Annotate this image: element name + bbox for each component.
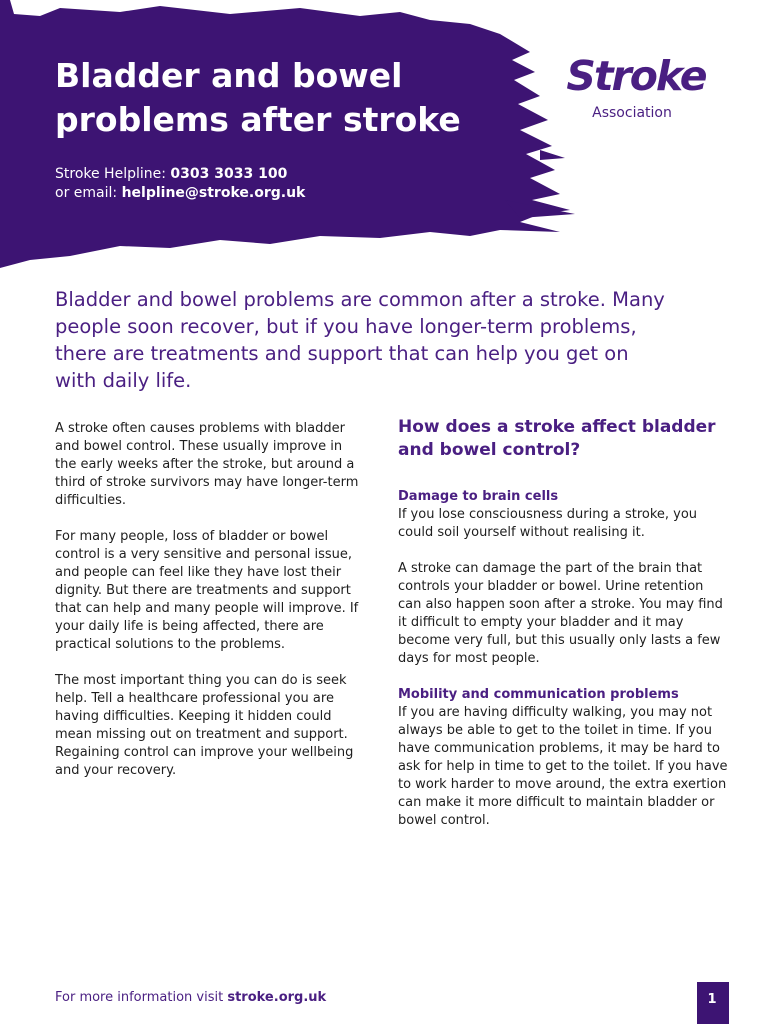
page-number-badge xyxy=(697,982,729,1024)
helpline-label: Stroke Helpline: xyxy=(55,166,171,182)
logo-subtitle: Association xyxy=(592,105,672,121)
logo-word: Stroke xyxy=(566,52,706,100)
right-paragraph-2: A stroke can damage the part of the brain that controls your bladder or bowel. Urine retention can also happen soon after a stroke. You may find it difficult to empty your bladder and it may become very full, but this usually only lasts a few days for most people. xyxy=(398,561,723,666)
footer-text: For more information visit xyxy=(55,990,228,1005)
left-paragraph-1: A stroke often causes problems with bladder and bowel control. These usually improve in the early weeks after the stroke, but around a third of stroke survivors may have longer-term difficulties. xyxy=(55,421,359,508)
helpline-block xyxy=(55,165,495,203)
helpline-number: 0303 3033 100 xyxy=(170,166,288,182)
email-label: or email: xyxy=(55,185,122,201)
left-column xyxy=(55,420,367,798)
right-paragraph-1: If you lose consciousness during a stroke, you could soil yourself without realising it. xyxy=(398,507,698,540)
page-number: 1 xyxy=(707,992,717,1007)
helpline-email: helpline@stroke.org.uk xyxy=(121,185,306,201)
right-column xyxy=(398,416,728,848)
footer-link[interactable]: stroke.org.uk xyxy=(227,990,327,1005)
section-heading: How does a stroke affect bladder and bowel control? xyxy=(398,417,716,460)
subheading-mobility: Mobility and communication problems xyxy=(398,687,679,702)
subheading-brain-cells: Damage to brain cells xyxy=(398,489,559,504)
stroke-association-logo xyxy=(560,52,720,124)
right-paragraph-3: If you are having difficulty walking, you may not always be able to get to the toilet in time. If you have communication problems, it may be hard to ask for help in time to get to the toilet. If you have to work harder to move around, the extra exertion can make it more difficult to maintain bladder or bowel control. xyxy=(398,705,728,828)
title-line-1: Bladder and bowel xyxy=(55,56,403,95)
intro-paragraph: Bladder and bowel problems are common after a stroke. Many people soon recover, but if you have longer-term problems, there are treatments and support that can help you get on with daily life. xyxy=(55,288,665,392)
footer xyxy=(55,989,555,1007)
page-title xyxy=(55,54,525,142)
left-paragraph-2: For many people, loss of bladder or bowel control is a very sensitive and personal issue, and people can feel like they have lost their dignity. But there are treatments and support that can help and many people will improve. If your daily life is being affected, there are practical solutions to the problems. xyxy=(55,529,359,652)
left-paragraph-3: The most important thing you can do is seek help. Tell a healthcare professional you are having difficulties. Keeping it hidden could mean missing out on treatment and support. Regaining control can improve your wellbeing and your recovery. xyxy=(55,673,354,778)
title-line-2: problems after stroke xyxy=(55,100,461,139)
